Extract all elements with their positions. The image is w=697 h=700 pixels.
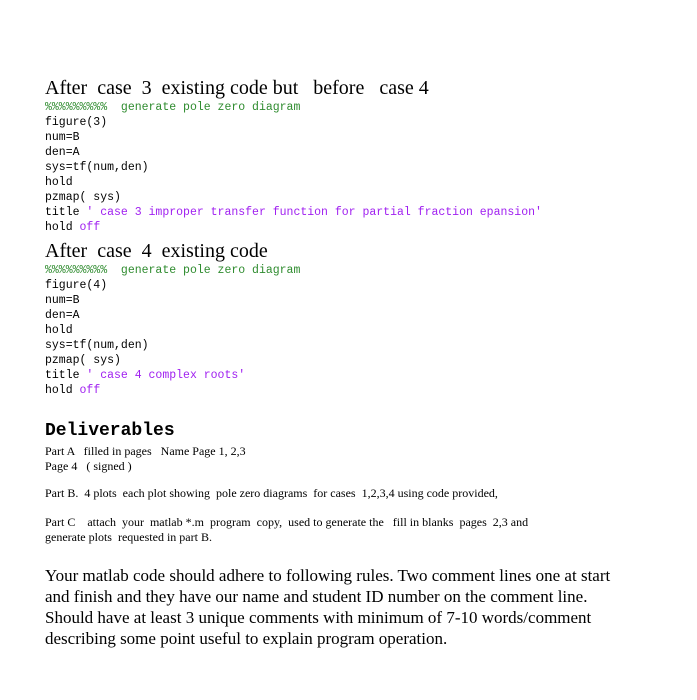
title-string: ' case 3 improper transfer function for partial fraction epansion' — [86, 206, 542, 219]
code-line-pzmap: pzmap( sys) — [45, 354, 121, 367]
comment-text: generate pole zero diagram — [107, 264, 301, 277]
hold-keyword: hold — [45, 384, 80, 397]
code-line-sys: sys=tf(num,den) — [45, 161, 149, 174]
section-heading-case4: After case 4 existing code — [45, 240, 268, 262]
code-line-figure: figure(3) — [45, 116, 108, 129]
rules-paragraph: Your matlab code should adhere to following rules. Two comment lines one at start and finish and they have our name and student ID number on the comment line. Should have at least 3 unique comments with minimum of 7-10 words/comment describing some point useful to explain program operation. — [45, 566, 611, 648]
code-line-den: den=A — [45, 309, 80, 322]
code-line-num: num=B — [45, 131, 80, 144]
hold-keyword: hold — [45, 221, 80, 234]
title-command: title — [45, 206, 87, 219]
comment-prefix: %%%%%%%%% — [45, 101, 108, 114]
comment-prefix: %%%%%%%%% — [45, 264, 108, 277]
code-line-hold-off — [45, 383, 655, 398]
code-line-sys: sys=tf(num,den) — [45, 339, 149, 352]
deliverables-heading: Deliverables — [45, 421, 175, 441]
part-a-line-2: Page 4 ( signed ) — [45, 459, 132, 473]
document-page — [45, 76, 655, 649]
code-line-figure: figure(4) — [45, 279, 108, 292]
part-b-text: Part B. 4 plots each plot showing pole zero diagrams for cases 1,2,3,4 using code provided, — [45, 486, 498, 500]
part-a-line-1: Part A filled in pages Name Page 1, 2,3 — [45, 444, 246, 458]
comment-text: generate pole zero diagram — [107, 101, 301, 114]
code-line-hold: hold — [45, 324, 73, 337]
code-line-pzmap: pzmap( sys) — [45, 191, 121, 204]
code-line-hold: hold — [45, 176, 73, 189]
code-comment-line — [45, 263, 655, 278]
part-c-line-1: Part C attach your matlab *.m program copy, used to generate the fill in blanks pages 2,3 and — [45, 515, 529, 529]
code-line-title — [45, 205, 565, 220]
code-line-title — [45, 368, 655, 383]
code-line-den: den=A — [45, 146, 80, 159]
code-comment-line — [45, 100, 655, 115]
part-c-line-2: generate plots requested in part B. — [45, 530, 212, 544]
code-line-hold-off — [45, 220, 655, 235]
hold-off-arg: off — [79, 221, 101, 234]
code-line-num: num=B — [45, 294, 80, 307]
hold-off-arg: off — [79, 384, 101, 397]
title-command: title — [45, 369, 87, 382]
title-string: ' case 4 complex roots' — [86, 369, 246, 382]
section-heading-case3: After case 3 existing code but before case 4 — [45, 77, 429, 99]
